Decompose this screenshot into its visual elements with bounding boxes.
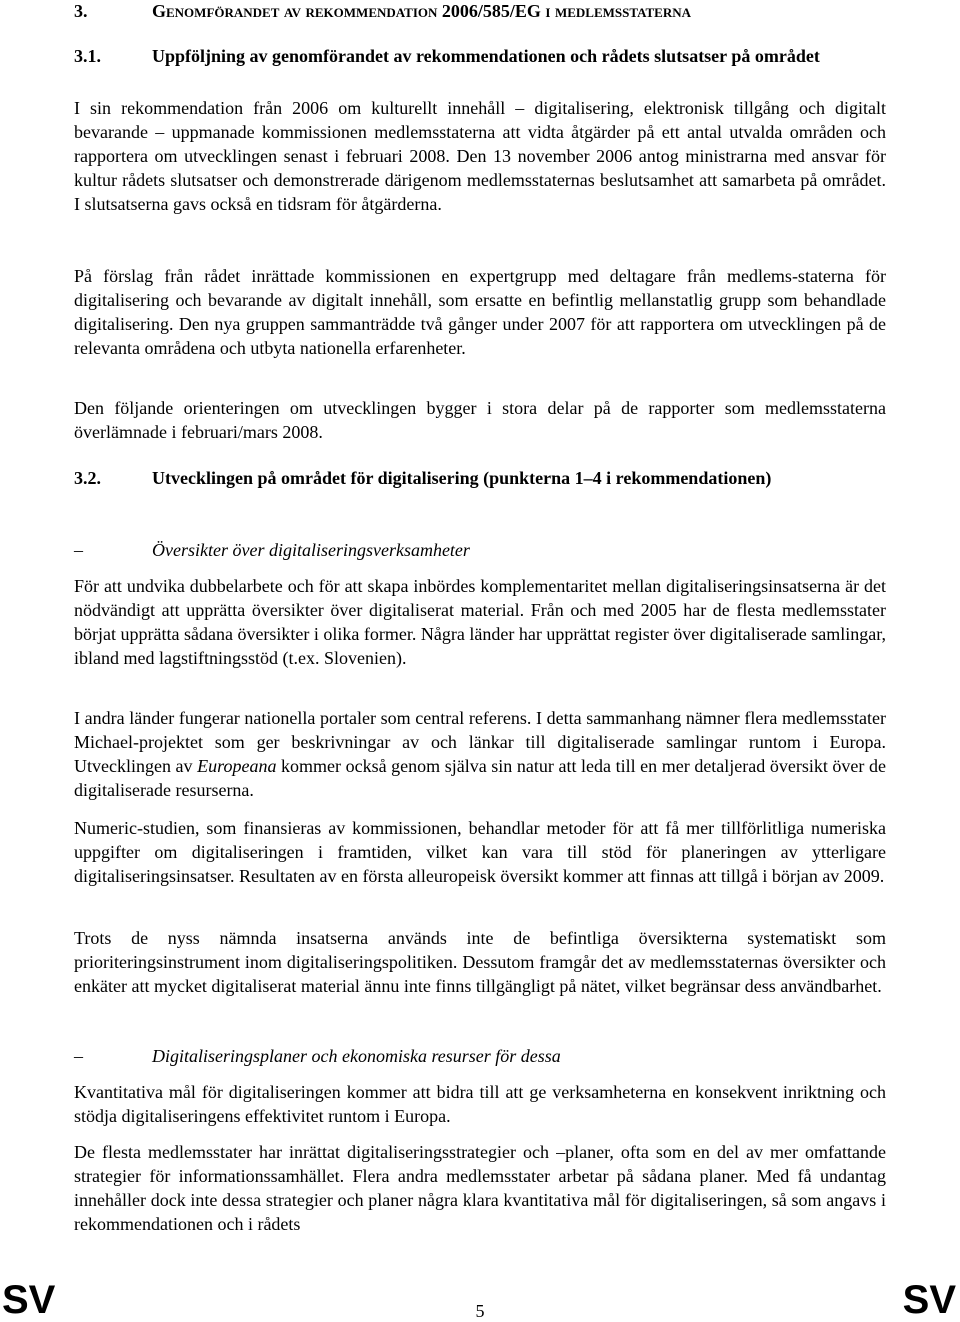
paragraph-text: kommer också genom själva sin natur att leda till en mer detaljerad översikt över de digitaliserade resurserna. xyxy=(74,756,886,800)
subheading-text: Digitaliseringsplaner och ekonomiska resurser för dessa xyxy=(152,1046,561,1066)
section-number: 3.1. xyxy=(74,46,101,66)
section-title: Uppföljning av genomförandet av rekommendationen och rådets slutsatser på området xyxy=(152,46,820,66)
paragraph: Kvantitativa mål för digitaliseringen kommer att bidra till att ge verksamheterna en konsekvent inriktning och stödja digitaliseringens effektivitet runtom i Europa. xyxy=(74,1082,886,1126)
page-number: 5 xyxy=(475,1301,485,1321)
paragraph-text: I andra länder fungerar nationella portaler som central referens. I detta sammanhang nämner flera medlemsstater Michael-projektet som ger beskrivningar av och länkar till digitaliserade samlingar runtom i Europa. Utvecklingen av xyxy=(74,708,886,776)
paragraph: I sin rekommendation från 2006 om kulturellt innehåll – digitalisering, elektronisk tillgång och digitalt bevarande – uppmanade kommissionen medlemsstaterna att vidta åtgärder på ett antal utvalda områden och rapportera om utvecklingen senast i februari 2008. Den 13 november 2006 antog ministrarna med ansvar för kultur rådets slutsatser och demonstrerade därigenom medlemsstaternas beslutsamhet att samarbeta på området. I slutsatserna gavs också en tidsram för åtgärderna. xyxy=(74,98,886,214)
paragraph: Trots de nyss nämnda insatserna används inte de befintliga översikterna systematiskt som prioriteringsinstrument inom digitaliseringspolitiken. Dessutom framgår det av medlemsstaternas översikter och enkäter att mycket digitaliserat material ännu inte finns tillgängligt på nätet, vilket begränsar dess användbarhet. xyxy=(74,928,886,996)
paragraph: För att undvika dubbelarbete och för att skapa inbördes komplementaritet mellan digitaliseringsinsatserna är det nödvändigt att upprätta översikter över digitaliserat material. Från och med 2005 har de flesta medlemsstater börjat upprätta sådana översikter i olika former. Några länder har upprättat register över digitaliserade samlingar, ibland med lagstiftningsstöd (t.ex. Slovenien). xyxy=(74,576,886,668)
section-heading-3-2 xyxy=(74,466,886,490)
chapter-number: 3. xyxy=(74,1,88,21)
paragraph xyxy=(74,706,886,802)
language-code-right: SV xyxy=(902,1278,956,1322)
chapter-title: Genomförandet av rekommendation 2006/585/EG i medlemsstaterna xyxy=(152,1,692,21)
section-heading-3-1 xyxy=(74,44,886,68)
subheading-text: Översikter över digitaliseringsverksamheter xyxy=(152,540,470,560)
paragraph: Den följande orienteringen om utvecklingen bygger i stora delar på de rapporter som medlemsstaterna överlämnade i februari/mars 2008. xyxy=(74,398,886,442)
paragraph: På förslag från rådet inrättade kommissionen en expertgrupp med deltagare från medlems-staterna för digitalisering och bevarande av digitalt innehåll, som ersatte en befintlig mellanstatlig grupp som behandlade digitalisering. Den nya gruppen sammanträdde två gånger under 2007 för att rapportera om utvecklingen på de relevanta områdena och utbyta nationella erfarenheter. xyxy=(74,266,886,358)
chapter-heading xyxy=(74,0,691,22)
language-code-left: SV xyxy=(2,1278,56,1322)
paragraph: Numeric-studien, som finansieras av kommissionen, behandlar metoder för att få mer tillförlitliga numeriska uppgifter om digitaliseringen i framtiden, vilket kan vara till stöd för planeringen av ytterligare digitaliseringsinsatser. Resultaten av en första alleuropeisk översikt kommer att finnas att tillgå i början av 2009. xyxy=(74,818,886,886)
section-number: 3.2. xyxy=(74,468,101,488)
europeana-emphasis: Europeana xyxy=(197,756,277,776)
subheading-plans xyxy=(74,1044,561,1068)
subheading-overviews xyxy=(74,538,470,562)
paragraph: De flesta medlemsstater har inrättat digitaliseringsstrategier och –planer, ofta som en del av mer omfattande strategier för informationssamhället. Flera andra medlemsstater arbetar på sådana planer. Med få undantag innehåller dock inte dessa strategier och planer några klara kvantitativa mål för digitaliseringen, så som angavs i rekommendationen och i rådets xyxy=(74,1142,886,1234)
subheading-dash: – xyxy=(74,540,83,560)
subheading-dash: – xyxy=(74,1046,83,1066)
section-title: Utvecklingen på området för digitalisering (punkterna 1–4 i rekommendationen) xyxy=(152,468,772,488)
